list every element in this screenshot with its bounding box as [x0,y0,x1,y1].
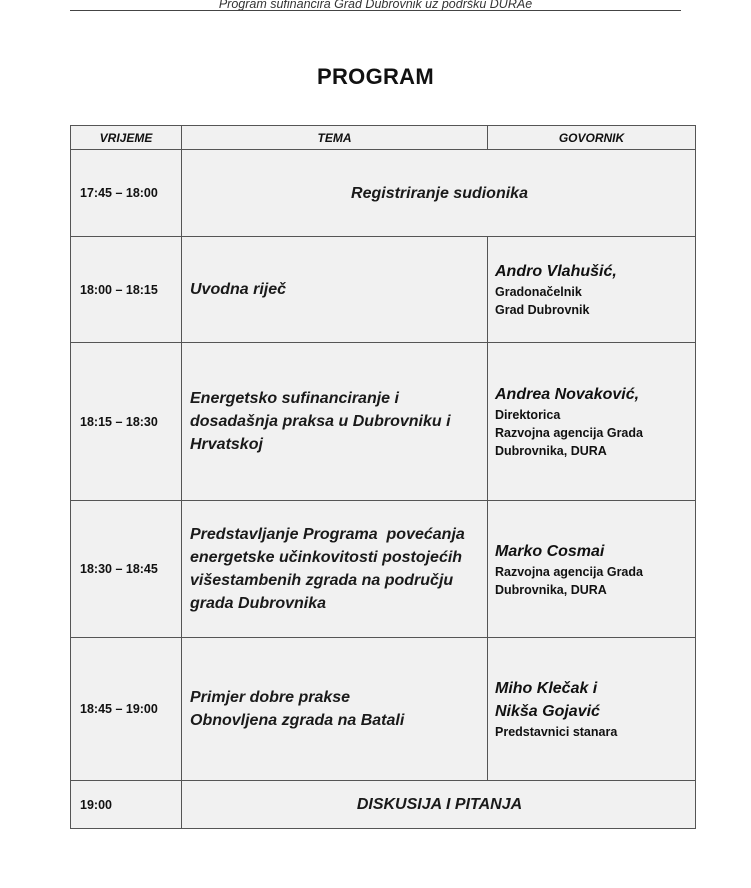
topic-cell [182,343,488,501]
speaker-role: Razvojna agencija Grada [495,426,643,440]
speaker-name: Andro Vlahušić, [495,263,617,280]
column-header-speaker: GOVORNIK [488,126,696,150]
topic-line: Uvodna riječ [190,281,287,298]
time-cell: 17:45 – 18:00 [71,150,182,237]
topic-line: Energetsko sufinanciranje i [190,390,399,407]
time-cell: 19:00 [71,781,182,829]
speaker-name: Andrea Novaković, [495,386,640,403]
table-row [71,501,696,638]
time-cell: 18:45 – 19:00 [71,638,182,781]
topic-line: grada Dubrovnika [190,595,327,612]
topic-line: Predstavljanje Programa povećanja [190,526,465,543]
speaker-role: Grad Dubrovnik [495,303,590,317]
speaker-role: Gradonačelnik [495,285,582,299]
time-cell: 18:00 – 18:15 [71,237,182,343]
table-row [71,781,696,829]
speaker-role: Predstavnici stanara [495,725,618,739]
column-header-time: VRIJEME [71,126,182,150]
table-header-row [71,126,696,150]
header-note: Program sufinancira Grad Dubrovnik uz podršku DURAe [218,0,533,11]
topic-line: višestambenih zgrada na području [190,572,454,589]
topic-cell [182,501,488,638]
topic-line: dosadašnja praksa u Dubrovniku i [190,413,451,430]
table-row [71,343,696,501]
table-row [71,150,696,237]
speaker-role: Dubrovnika, DURA [495,582,607,597]
topic-line: energetske učinkovitosti postojećih [190,549,463,566]
topic-line: Primjer dobre prakse [190,689,351,706]
header-rule [70,10,681,11]
speaker-role: Direktorica [495,408,561,422]
program-table [70,125,696,829]
table-row [71,237,696,343]
speaker-cell [488,237,696,343]
speaker-cell [488,638,696,781]
speaker-name: Miho Klečak i [495,680,598,697]
topic-cell [182,150,696,237]
speaker-cell [488,343,696,501]
speaker-cell [488,501,696,638]
speaker-name: Marko Cosmai [495,542,605,560]
time-cell: 18:30 – 18:45 [71,501,182,638]
column-header-topic: TEMA [182,126,488,150]
topic-line: Obnovljena zgrada na Batali [190,712,405,729]
time-cell: 18:15 – 18:30 [71,343,182,501]
topic-cell [182,781,696,829]
topic-cell [182,237,488,343]
speaker-role: Dubrovnika, DURA [495,444,607,458]
topic-line: Hrvatskoj [190,436,263,453]
table-row [71,638,696,781]
speaker-name: Nikša Gojavić [495,703,600,720]
topic-line: Registriranje sudionika [351,184,528,202]
topic-cell [182,638,488,781]
topic-line: DISKUSIJA I PITANJA [356,796,523,813]
speaker-role: Razvojna agencija Grada [495,564,643,579]
page-title: PROGRAM [317,64,434,89]
